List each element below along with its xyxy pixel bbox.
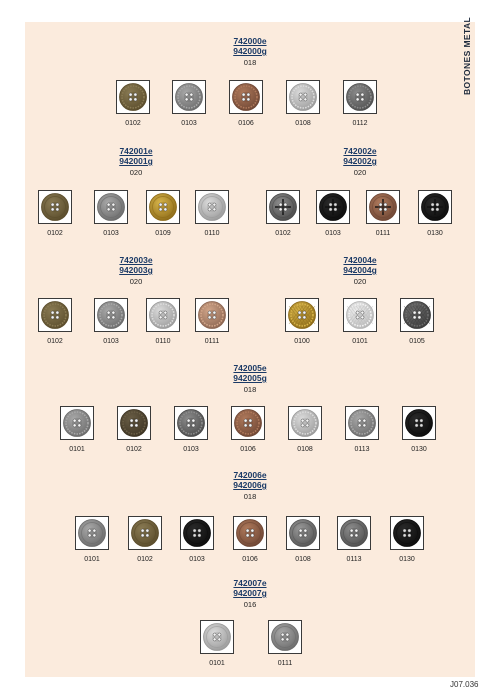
color-code-label: 0100 [294, 338, 310, 345]
color-code-label: 0111 [277, 660, 293, 667]
button-image [174, 82, 204, 112]
button-size: 018 [243, 492, 257, 501]
button-swatch[interactable] [174, 406, 208, 440]
reference-code[interactable]: 942001g [119, 156, 153, 166]
group-header [119, 146, 153, 178]
button-image [290, 408, 320, 438]
reference-code[interactable]: 742007e [233, 578, 267, 588]
button-swatch[interactable] [200, 620, 234, 654]
color-code-label: 0101 [69, 446, 85, 453]
button-image [148, 300, 178, 330]
color-code-label: 0113 [354, 446, 370, 453]
button-image [233, 408, 263, 438]
color-code-label: 0103 [189, 556, 205, 563]
reference-code[interactable]: 942000g [233, 46, 267, 56]
button-image [368, 192, 398, 222]
button-image [197, 300, 227, 330]
button-image [235, 518, 265, 548]
button-swatch[interactable] [60, 406, 94, 440]
reference-code[interactable]: 942005g [233, 373, 267, 383]
button-image [130, 518, 160, 548]
button-swatch[interactable] [233, 516, 267, 550]
button-image [404, 408, 434, 438]
button-swatch[interactable] [146, 190, 180, 224]
button-image [402, 300, 432, 330]
section-title: BOTONES METAL [462, 16, 472, 95]
reference-code[interactable]: 742006e [233, 470, 267, 480]
button-swatch[interactable] [75, 516, 109, 550]
button-image [288, 82, 318, 112]
button-image [270, 622, 300, 652]
color-code-label: 0111 [204, 338, 220, 345]
color-code-label: 0102 [47, 338, 63, 345]
button-swatch[interactable] [94, 190, 128, 224]
button-image [77, 518, 107, 548]
button-swatch[interactable] [418, 190, 452, 224]
button-image [339, 518, 369, 548]
button-swatch[interactable] [195, 190, 229, 224]
color-code-label: 0113 [346, 556, 362, 563]
button-size: 020 [129, 277, 143, 286]
button-image [40, 300, 70, 330]
button-image [197, 192, 227, 222]
button-image [118, 82, 148, 112]
button-image [231, 82, 261, 112]
button-image [202, 622, 232, 652]
color-code-label: 0102 [126, 446, 142, 453]
group-header [233, 578, 267, 610]
color-code-label: 0106 [242, 556, 258, 563]
group-header [343, 255, 377, 287]
color-code-label: 0108 [295, 120, 311, 127]
group-header [343, 146, 377, 178]
button-image [96, 300, 126, 330]
reference-code[interactable]: 742005e [233, 363, 267, 373]
color-code-label: 0102 [125, 120, 141, 127]
button-image [40, 192, 70, 222]
button-image [182, 518, 212, 548]
color-code-label: 0105 [409, 338, 425, 345]
color-code-label: 0130 [411, 446, 427, 453]
button-swatch[interactable] [286, 516, 320, 550]
button-swatch[interactable] [285, 298, 319, 332]
color-code-label: 0109 [155, 230, 171, 237]
button-image [420, 192, 450, 222]
reference-code[interactable]: 942007g [233, 588, 267, 598]
button-size: 018 [243, 58, 257, 67]
button-swatch[interactable] [117, 406, 151, 440]
color-code-label: 0108 [297, 446, 313, 453]
button-image [318, 192, 348, 222]
button-image [268, 192, 298, 222]
button-image [345, 82, 375, 112]
color-code-label: 0130 [399, 556, 415, 563]
button-size: 020 [353, 277, 367, 286]
group-header [233, 36, 267, 68]
button-image [288, 518, 318, 548]
page-reference: J07.036 [450, 680, 479, 689]
reference-code[interactable]: 942004g [343, 265, 377, 275]
button-image [119, 408, 149, 438]
button-swatch[interactable] [94, 298, 128, 332]
color-code-label: 0103 [103, 338, 119, 345]
reference-code[interactable]: 942003g [119, 265, 153, 275]
reference-code[interactable]: 742003e [119, 255, 153, 265]
reference-code[interactable]: 942002g [343, 156, 377, 166]
color-code-label: 0106 [240, 446, 256, 453]
color-code-label: 0103 [181, 120, 197, 127]
button-size: 016 [243, 600, 257, 609]
color-code-label: 0103 [325, 230, 341, 237]
button-image [176, 408, 206, 438]
color-code-label: 0130 [427, 230, 443, 237]
button-swatch[interactable] [345, 406, 379, 440]
button-swatch[interactable] [38, 298, 72, 332]
color-code-label: 0101 [209, 660, 225, 667]
button-image [345, 300, 375, 330]
button-swatch[interactable] [400, 298, 434, 332]
reference-code[interactable]: 742000e [233, 36, 267, 46]
color-code-label: 0106 [238, 120, 254, 127]
button-swatch[interactable] [268, 620, 302, 654]
button-size: 018 [243, 385, 257, 394]
button-swatch[interactable] [231, 406, 265, 440]
button-size: 020 [129, 168, 143, 177]
group-header [233, 470, 267, 502]
button-swatch[interactable] [38, 190, 72, 224]
button-image [62, 408, 92, 438]
color-code-label: 0110 [155, 338, 171, 345]
color-code-label: 0111 [375, 230, 391, 237]
button-image [148, 192, 178, 222]
button-swatch[interactable] [146, 298, 180, 332]
group-header [119, 255, 153, 287]
color-code-label: 0103 [183, 446, 199, 453]
reference-code[interactable]: 742002e [343, 146, 377, 156]
button-swatch[interactable] [128, 516, 162, 550]
button-image [392, 518, 422, 548]
button-swatch[interactable] [195, 298, 229, 332]
color-code-label: 0108 [295, 556, 311, 563]
color-code-label: 0101 [352, 338, 368, 345]
button-swatch[interactable] [337, 516, 371, 550]
color-code-label: 0103 [103, 230, 119, 237]
button-swatch[interactable] [180, 516, 214, 550]
button-swatch[interactable] [288, 406, 322, 440]
group-header [233, 363, 267, 395]
color-code-label: 0112 [352, 120, 368, 127]
button-image [96, 192, 126, 222]
button-swatch[interactable] [266, 190, 300, 224]
button-swatch[interactable] [343, 298, 377, 332]
button-size: 020 [353, 168, 367, 177]
button-swatch[interactable] [402, 406, 436, 440]
color-code-label: 0102 [47, 230, 63, 237]
button-swatch[interactable] [286, 80, 320, 114]
button-swatch[interactable] [343, 80, 377, 114]
color-code-label: 0110 [204, 230, 220, 237]
button-image [347, 408, 377, 438]
button-swatch[interactable] [390, 516, 424, 550]
reference-code[interactable]: 742001e [119, 146, 153, 156]
color-code-label: 0101 [84, 556, 100, 563]
reference-code[interactable]: 942006g [233, 480, 267, 490]
button-swatch[interactable] [172, 80, 206, 114]
button-image [287, 300, 317, 330]
button-swatch[interactable] [229, 80, 263, 114]
color-code-label: 0102 [137, 556, 153, 563]
button-swatch[interactable] [316, 190, 350, 224]
color-code-label: 0102 [275, 230, 291, 237]
reference-code[interactable]: 742004e [343, 255, 377, 265]
button-swatch[interactable] [116, 80, 150, 114]
button-swatch[interactable] [366, 190, 400, 224]
